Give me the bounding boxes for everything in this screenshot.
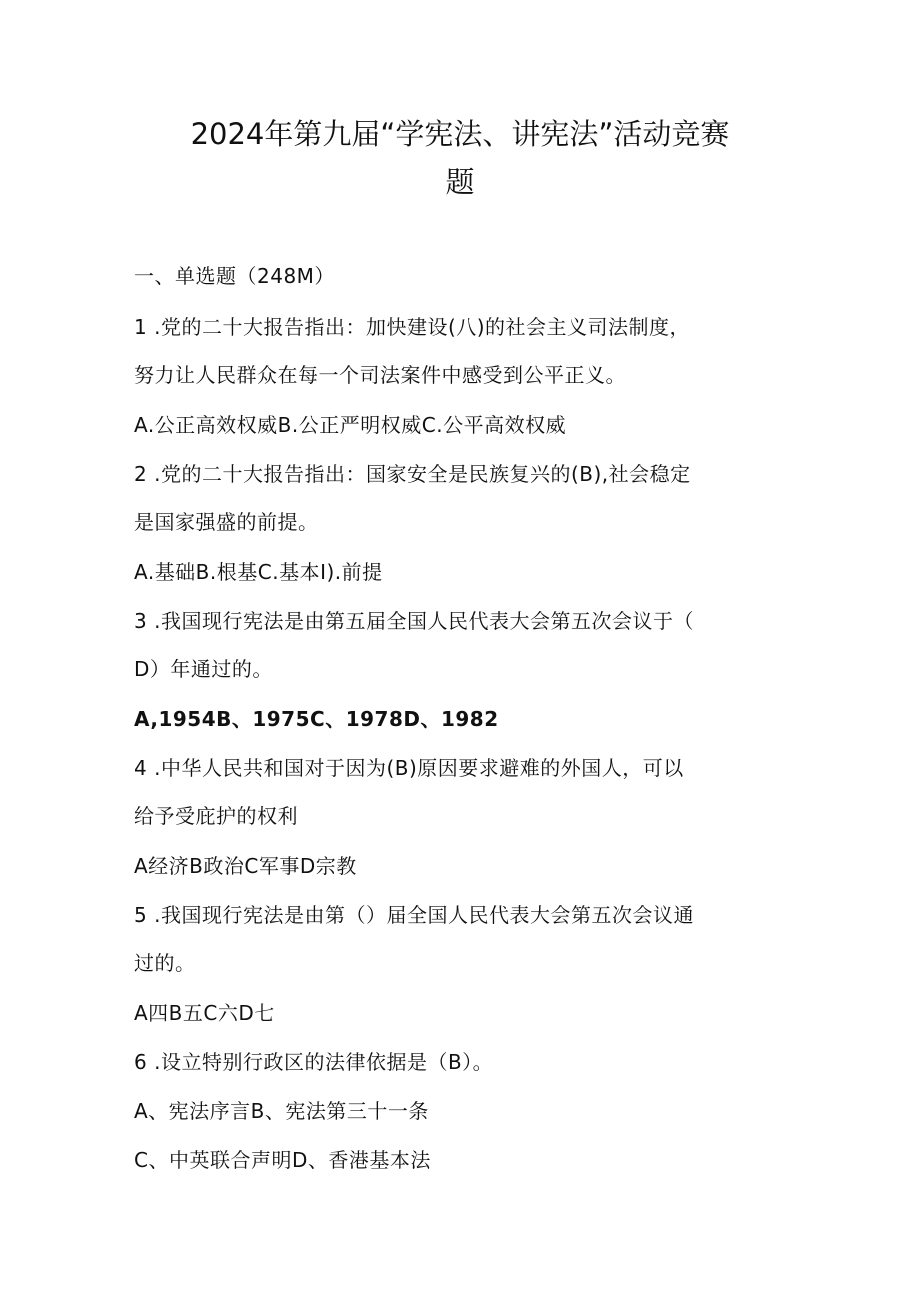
- question-4-options: A经济B政治C军事D宗教: [134, 854, 357, 878]
- document-title-line-2: 题: [445, 165, 475, 199]
- question-4-line-1: 4 .中华人民共和国对于因为(B)原因要求避难的外国人，可以: [134, 756, 684, 780]
- question-5-line-2: 过的。: [134, 951, 196, 975]
- question-3-line-1: 3 .我国现行宪法是由第五届全国人民代表大会第五次会议于（: [134, 609, 694, 633]
- question-1-line-1: 1 .党的二十大报告指出：加快建设(八)的社会主义司法制度，: [134, 315, 691, 339]
- question-4-line-2: 给予受庇护的权利: [134, 804, 298, 828]
- question-6-options-line-2: C、中英联合声明D、香港基本法: [134, 1148, 431, 1172]
- question-2-options: A.基础B.根基C.基本I).前提: [134, 560, 383, 584]
- question-2-line-1: 2 .党的二十大报告指出：国家安全是民族复兴的(B),社会稳定: [134, 462, 691, 486]
- question-3-line-2: D）年通过的。: [134, 657, 273, 681]
- section-heading: 一、单选题（248M）: [134, 264, 335, 288]
- question-5-options: A四B五C六D七: [134, 1001, 275, 1025]
- question-1-options: A.公正高效权威B.公正严明权威C.公平高效权威: [134, 413, 567, 437]
- document-title-line-1: 2024年第九届“学宪法、讲宪法”活动竞赛: [190, 117, 730, 151]
- question-6-options-line-1: A、宪法序言B、宪法第三十一条: [134, 1099, 429, 1123]
- question-3-options: A,1954B、1975C、1978D、1982: [134, 707, 499, 731]
- question-6-line-1: 6 .设立特别行政区的法律依据是（B）。: [134, 1050, 494, 1074]
- question-5-line-1: 5 .我国现行宪法是由第（）届全国人民代表大会第五次会议通: [134, 903, 694, 927]
- question-2-line-2: 是国家强盛的前提。: [134, 510, 319, 534]
- question-1-line-2: 努力让人民群众在每一个司法案件中感受到公平正义。: [134, 363, 626, 387]
